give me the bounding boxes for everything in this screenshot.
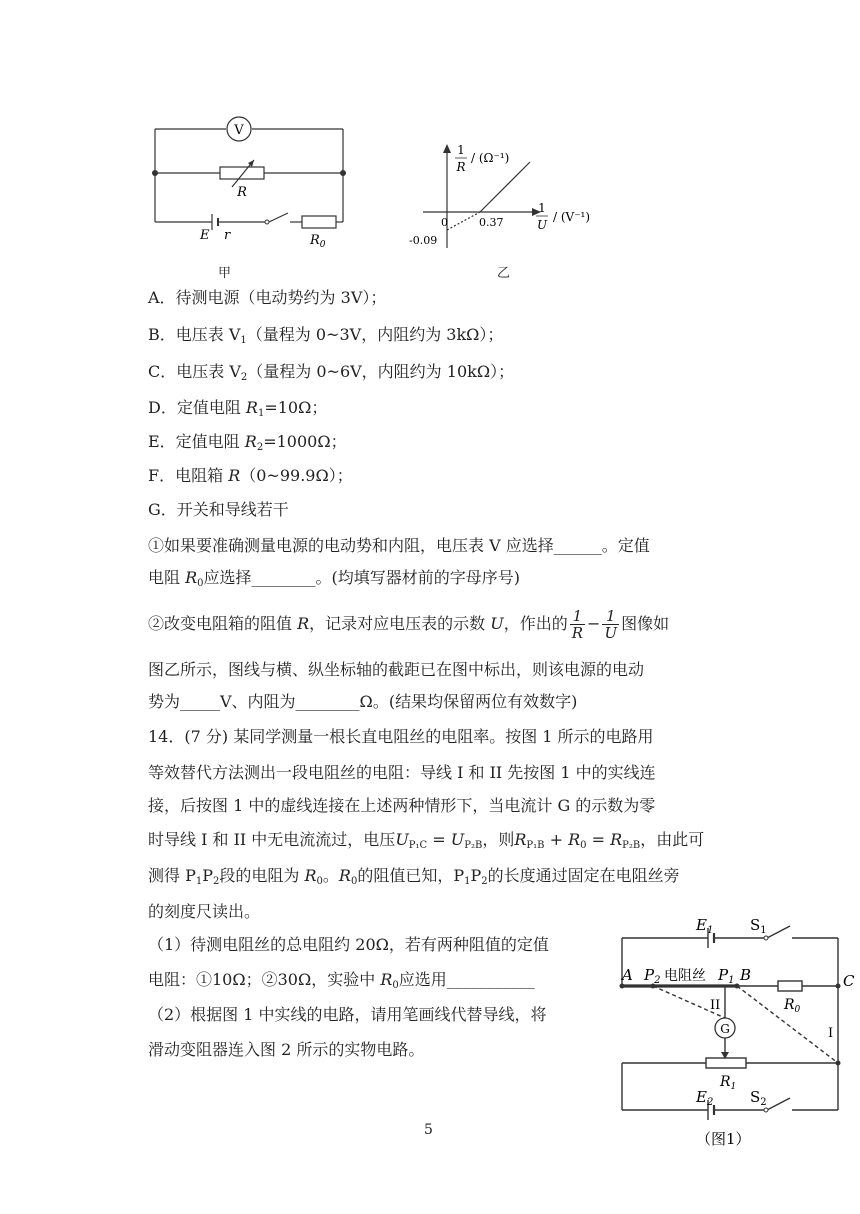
label-p1: $P_1$ (718, 966, 735, 986)
rheostat-label: R (237, 185, 247, 200)
e2-label: $E_2$ (696, 1088, 714, 1108)
origin-label: 0 (441, 216, 448, 229)
q1-line2: 电阻 $R_0$应选择________。(均填写器材前的字母序号) (148, 568, 521, 589)
option-g: G．开关和导线若干 (148, 500, 289, 519)
option-f: F．电阻箱 R（0~99.9Ω）； (148, 466, 353, 485)
q2-line2: 图乙所示，图线与横、纵坐标轴的截距已在图中标出，则该电源的电动 (148, 660, 645, 679)
s2-label: $S_2$ (750, 1088, 767, 1108)
figure-jia-caption: 甲 (218, 266, 232, 281)
fraction-1-over-r: $\frac{1}{R}$ (571, 607, 584, 642)
option-b: B．电压表 $V_1$（量程为 0~3V，内阻约为 3kΩ）； (148, 325, 504, 346)
source-e-label: E (200, 228, 210, 243)
r1-label: $R_1$ (720, 1074, 737, 1092)
r0-label: $R_0$ (784, 997, 801, 1015)
q14-sub2-line2: 滑动变阻器连入图 2 所示的实物电路。 (148, 1040, 425, 1059)
label-p2: $P_2$ (644, 966, 661, 986)
x-axis-num: 1 (538, 201, 546, 215)
q14-line5: 测得 $P_1P_2$段的电阻为 $R_0$。$R_0$的阻值已知，$P_1P_2$的长度通过固定在电阻丝旁 (148, 866, 680, 887)
fraction-1-over-u: $\frac{1}{U}$ (604, 607, 618, 642)
q14-sub1-line1: （1）待测电阻丝的总电阻约 20Ω，若有两种阻值的定值 (148, 935, 549, 954)
q2-line1: ②改变电阻箱的阻值 R，记录对应电压表的示数 U，作出的 $\frac{1}{R}$ − $\frac{1}{U}$ 图像如 (148, 607, 670, 642)
option-c: C．电压表 $V_2$（量程为 0~6V，内阻约为 10kΩ）； (148, 362, 515, 383)
label-c: C (843, 972, 855, 990)
q14-sub1-line2: 电阻：①10Ω；②30Ω，实验中 $R_0$应选用___________ (148, 970, 535, 991)
s1-label: $S_1$ (750, 916, 767, 936)
wire-label: 电阻丝 (664, 968, 706, 984)
option-d: D．定值电阻 $R_1=10\Omega$； (148, 398, 328, 419)
x-axis-unit: / (V⁻¹) (553, 210, 591, 224)
wire-ii-label: II (710, 998, 721, 1013)
y-intercept-label: -0.09 (409, 234, 438, 247)
q1-line1: ①如果要准确测量电源的电动势和内阻，电压表 V 应选择______。定值 (148, 536, 650, 555)
x-intercept-label: 0.37 (479, 216, 504, 229)
wire-i-label: I (828, 1026, 834, 1041)
q14-line1: 14．(7 分) 某同学测量一根长直电阻丝的电阻率。按图 1 所示的电路用 (148, 727, 654, 746)
y-axis-num: 1 (457, 143, 465, 157)
q14-line3: 接，后按图 1 中的虚线连接在上述两种情形下，当电流计 G 的示数为零 (148, 796, 656, 815)
source-r-label: r (224, 228, 231, 243)
figure-1-caption: （图1） (696, 1130, 751, 1148)
page-number: 5 (424, 1122, 433, 1138)
x-axis-den: U (536, 218, 548, 232)
figure-1-circuit (610, 912, 858, 1152)
q14-line2: 等效替代方法测出一段电阻丝的电阻：导线 I 和 II 先按图 1 中的实线连 (148, 763, 656, 782)
q14-sub2-line1: （2）根据图 1 中实线的电路，请用笔画线代替导线，将 (148, 1005, 547, 1024)
label-a: A (622, 966, 633, 984)
figure-jia-circuit (140, 112, 370, 252)
q14-line4: 时导线 I 和 II 中无电流流过，电压$U_{P_1C} = U_{P_2B}$，则$R_{P_1B} + R_0 = R_{P_2B}$，由此可 (148, 830, 705, 851)
label-b: B (740, 966, 752, 984)
q2-line3: 势为_____V、内阻为________Ω。(结果均保留两位有效数字) (148, 692, 578, 711)
y-axis-den: R (456, 160, 466, 174)
option-e: E．定值电阻 $R_2=1000\Omega$； (148, 432, 347, 453)
q14-line6: 的刻度尺读出。 (148, 902, 261, 921)
option-a: A．待测电源（电动势约为 3V）； (148, 288, 387, 307)
figure-yi-graph (405, 140, 615, 255)
galvanometer-label: G (720, 1022, 730, 1036)
fixed-resistor-label: $R_0$ (310, 233, 326, 250)
figure-yi-caption: 乙 (497, 266, 511, 281)
voltmeter-label: V (234, 123, 244, 138)
y-axis-unit: / (Ω⁻¹) (471, 151, 510, 165)
e1-label: $E_1$ (696, 916, 714, 936)
